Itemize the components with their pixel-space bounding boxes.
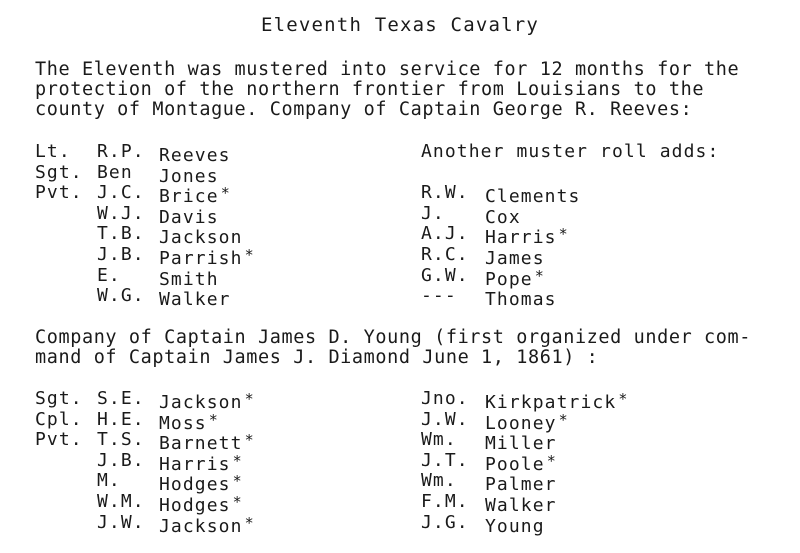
rank: Lt. <box>35 141 71 162</box>
initials: R.W. <box>421 182 469 204</box>
roster-row <box>421 470 791 496</box>
surname: Looney * <box>485 410 568 434</box>
surname: Parrish * <box>159 245 254 269</box>
surname: Thomas <box>485 289 557 311</box>
rank: Sgt. <box>35 161 83 183</box>
asterisk-mark: * <box>220 184 230 203</box>
initials: S.E. <box>97 388 145 409</box>
roster-row <box>35 449 375 475</box>
roster-row <box>35 285 375 311</box>
surname: Jackson * <box>159 390 254 413</box>
surname: Hodges * <box>159 472 242 496</box>
roster-row <box>421 408 791 434</box>
surname: James <box>485 247 545 269</box>
roster-row <box>35 511 375 537</box>
surname: Poole * <box>485 451 556 475</box>
initials: W.J. <box>97 202 145 224</box>
roster-row <box>35 264 375 290</box>
surname: Moss * <box>159 410 218 434</box>
initials: T.S. <box>97 429 145 451</box>
surname: Walker <box>159 289 231 311</box>
roster-row <box>35 223 375 249</box>
surname: Barnett * <box>159 431 254 455</box>
surname: Clements <box>485 186 581 208</box>
asterisk-mark: * <box>244 513 254 532</box>
young-roster-left <box>35 388 375 537</box>
surname: Brice * <box>159 184 230 208</box>
surname: Pope * <box>485 266 544 290</box>
initials: J.G. <box>421 511 469 533</box>
young-company-paragraph <box>35 328 795 368</box>
initials: F.M. <box>421 490 469 512</box>
surname: Jones <box>159 165 219 187</box>
initials: --- <box>421 285 457 307</box>
surname: Young <box>485 515 545 537</box>
roster-row <box>35 182 375 208</box>
roster-row <box>35 161 375 187</box>
rank: Cpl. <box>35 408 83 430</box>
roster-row <box>421 449 791 475</box>
initials: H.E. <box>97 408 145 430</box>
surname: Palmer <box>485 474 557 496</box>
surname: Cox <box>485 206 521 228</box>
initials: Wm. <box>421 470 457 492</box>
roster-row <box>35 470 375 496</box>
initials: J.T. <box>421 449 469 471</box>
initials: Ben <box>97 161 133 183</box>
document-title: Eleventh Texas Cavalry <box>260 14 540 36</box>
initials: J.C. <box>97 182 145 204</box>
surname: Miller <box>485 433 557 455</box>
intro-line: The Eleventh was mustered into service for 12 months for the <box>35 59 740 80</box>
roster-row <box>421 490 791 516</box>
roster-row <box>421 264 791 290</box>
roster-row <box>35 202 375 228</box>
surname: Walker <box>485 494 557 516</box>
asterisk-mark: * <box>208 410 218 429</box>
initials: M. <box>97 470 121 492</box>
roster-row <box>421 243 791 269</box>
initials: J.B. <box>97 449 145 471</box>
young-roster-right <box>421 388 791 537</box>
initials: A.J. <box>421 223 469 245</box>
initials: T.B. <box>97 223 145 245</box>
asterisk-mark: * <box>558 410 568 429</box>
initials: J.W. <box>97 511 145 533</box>
roster-row <box>421 388 791 413</box>
roster-row <box>421 429 791 455</box>
asterisk-mark: * <box>534 266 544 285</box>
surname: Harris * <box>159 451 242 475</box>
initials: G.W. <box>421 264 469 286</box>
initials: J.W. <box>421 408 469 430</box>
asterisk-mark: * <box>244 431 254 450</box>
roster-row <box>35 490 375 516</box>
rank: Pvt. <box>35 429 83 451</box>
roster-row <box>35 243 375 269</box>
surname: Davis <box>159 206 219 228</box>
spacer <box>421 163 791 184</box>
surname: Hodges * <box>159 492 242 516</box>
reeves-roster-left <box>35 141 375 311</box>
initials: J. <box>421 202 445 224</box>
young-line: mand of Captain James J. Diamond June 1, 1861) : <box>35 347 599 368</box>
initials: R.P. <box>97 141 145 162</box>
surname: Kirkpatrick * <box>485 390 628 413</box>
surname: Reeves <box>159 145 231 166</box>
roster-row <box>421 285 791 311</box>
intro-paragraph <box>35 60 795 120</box>
initials: E. <box>97 264 121 286</box>
asterisk-mark: * <box>232 472 242 491</box>
initials: Jno. <box>421 388 469 409</box>
roster-row <box>421 223 791 249</box>
asterisk-mark: * <box>232 451 242 470</box>
initials: W.M. <box>97 490 145 512</box>
asterisk-mark: * <box>232 492 242 511</box>
asterisk-mark: * <box>244 245 254 264</box>
intro-line: protection of the northern frontier from Louisians to the <box>35 79 705 100</box>
asterisk-mark: * <box>244 390 254 408</box>
surname: Smith <box>159 268 219 290</box>
asterisk-mark: * <box>558 225 568 244</box>
reeves-roster-right <box>421 141 791 311</box>
initials: Wm. <box>421 429 457 451</box>
muster-roll-heading: Another muster roll adds: <box>421 141 720 162</box>
intro-line: county of Montague. Company of Captain George R. Reeves: <box>35 99 693 120</box>
initials: J.B. <box>97 243 145 265</box>
surname: Jackson <box>159 227 243 249</box>
surname: Jackson * <box>159 513 254 537</box>
roster-row <box>35 408 375 434</box>
asterisk-mark: * <box>618 390 628 408</box>
initials: W.G. <box>97 285 145 307</box>
roster-row <box>35 429 375 455</box>
rank: Sgt. <box>35 388 83 409</box>
roster-row <box>35 388 375 413</box>
asterisk-mark: * <box>546 451 556 470</box>
roster-row <box>421 202 791 228</box>
rank: Pvt. <box>35 182 83 204</box>
roster-row <box>421 511 791 537</box>
initials: R.C. <box>421 243 469 265</box>
roster-row <box>421 182 791 208</box>
young-line: Company of Captain James D. Young (first organized under com- <box>35 327 752 348</box>
roster-row <box>35 141 375 166</box>
surname: Harris * <box>485 225 568 249</box>
